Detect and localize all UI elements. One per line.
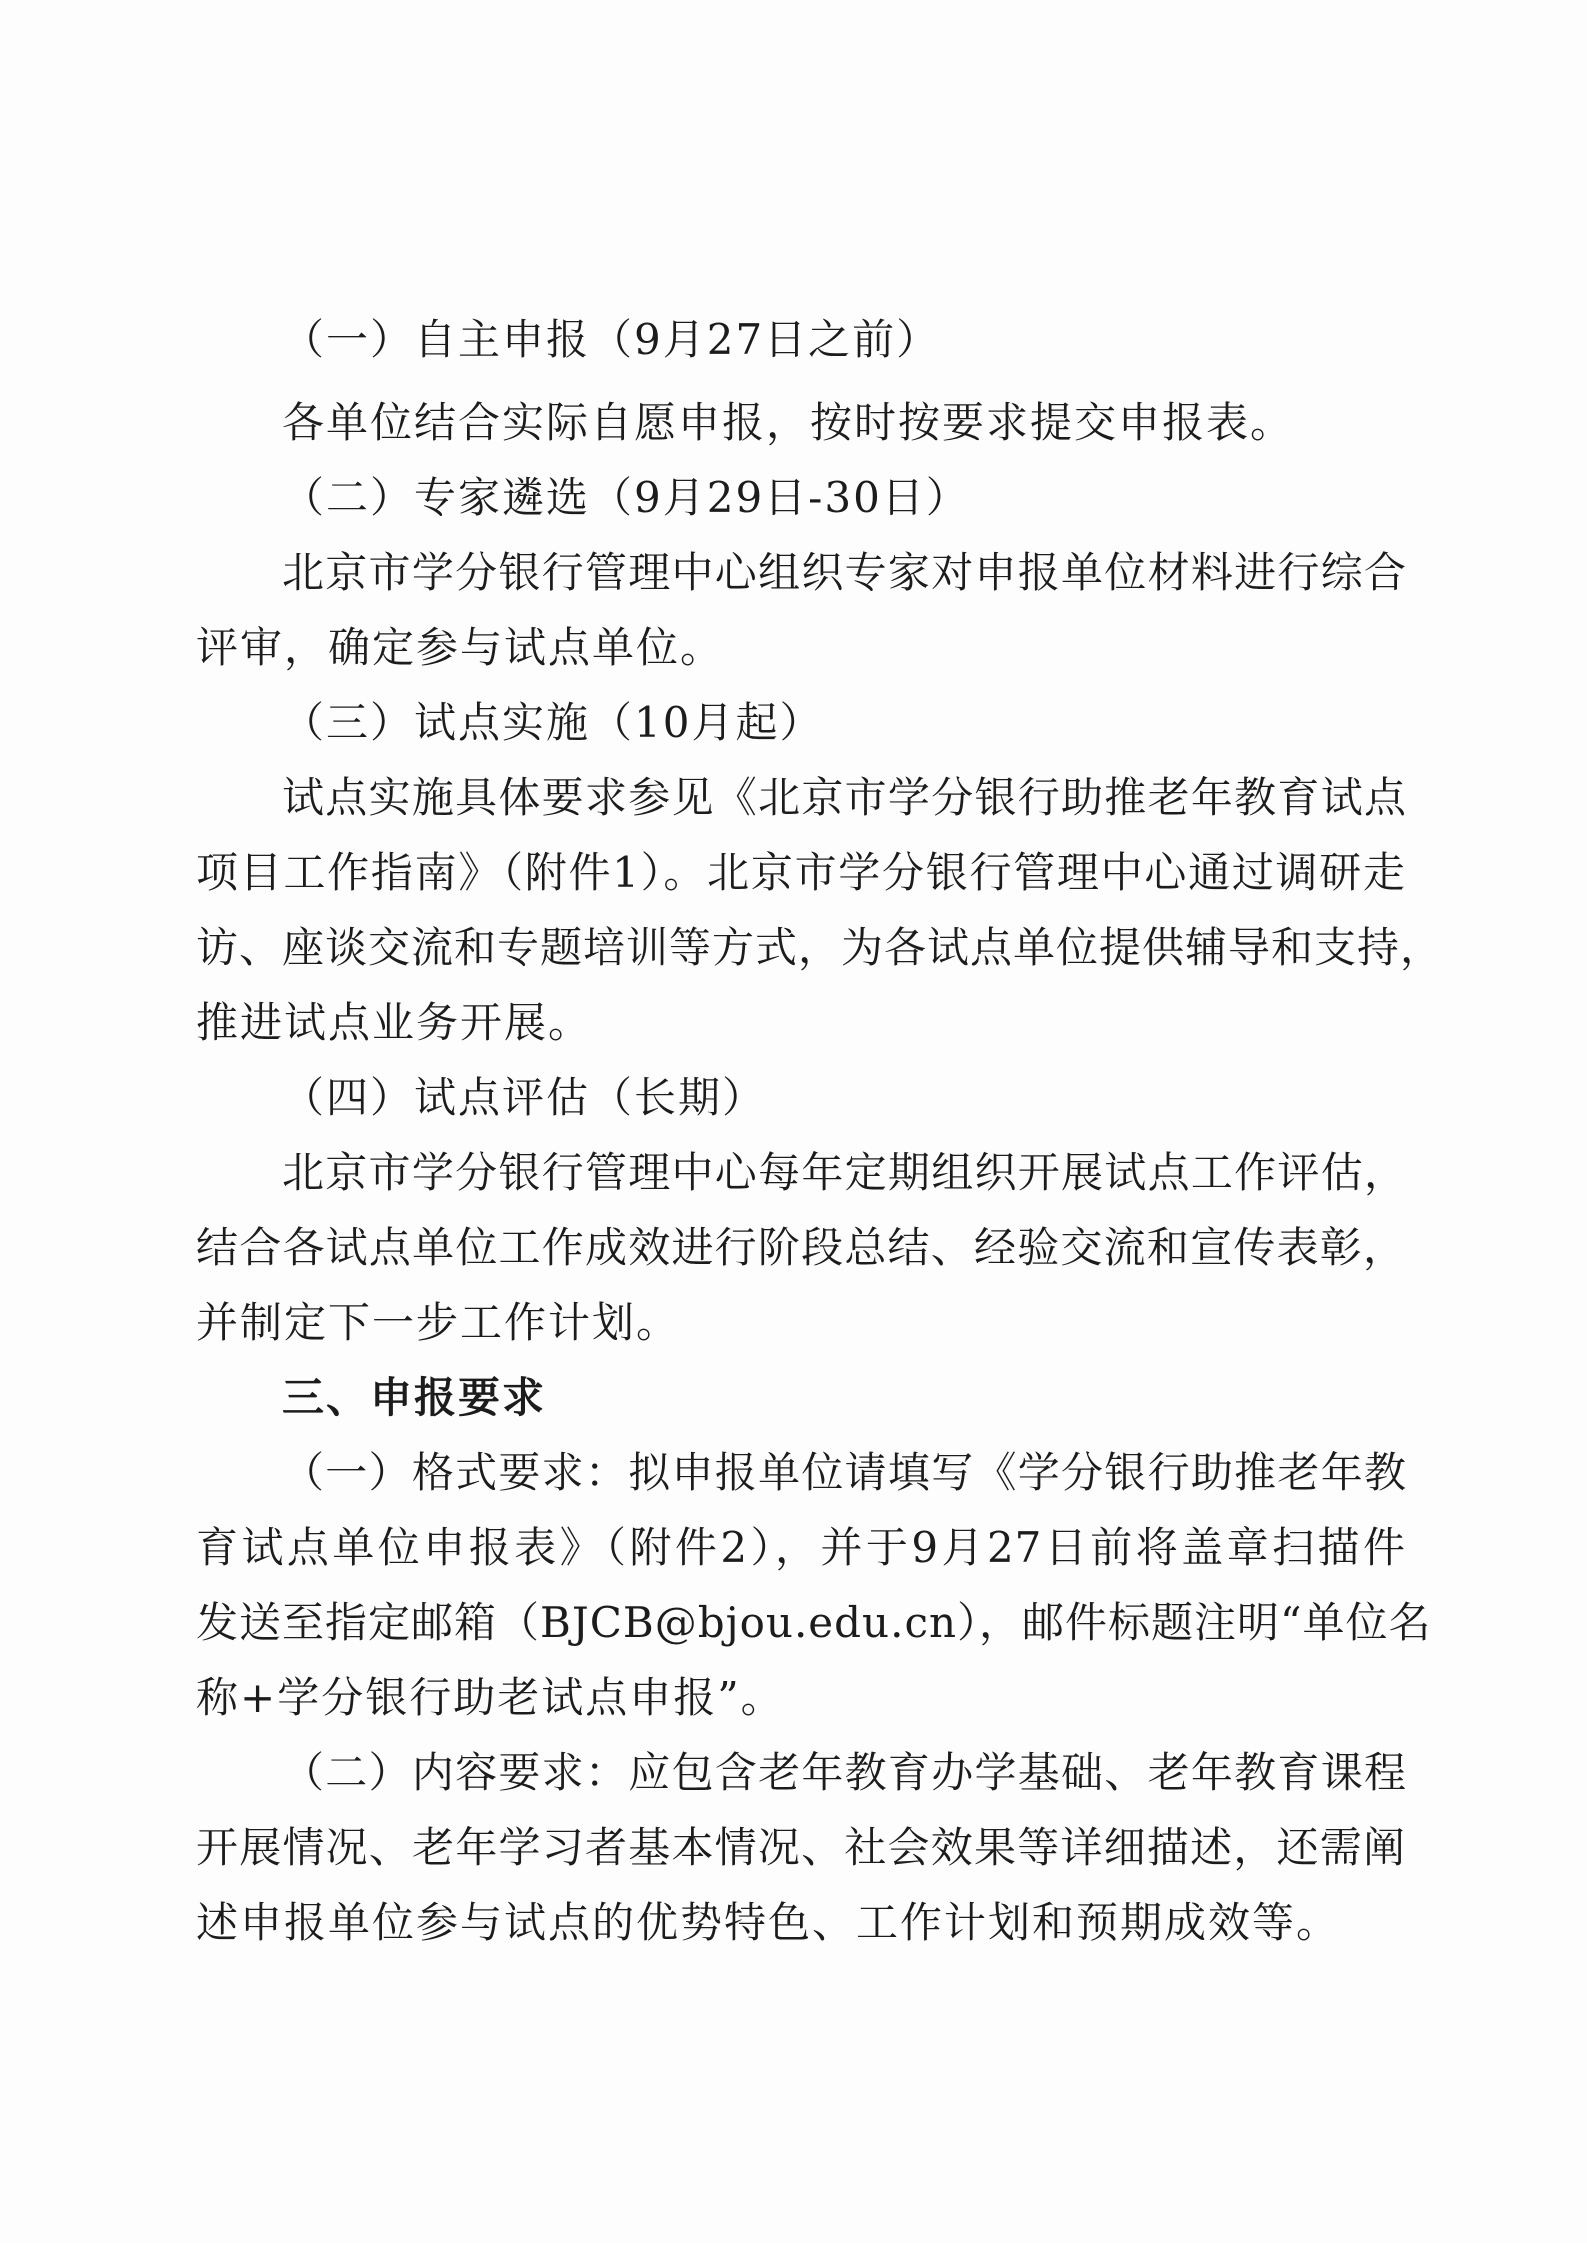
paragraph-line: 北京市学分银行管理中心组织专家对申报单位材料进行综合: [282, 548, 1407, 597]
paragraph-line: 育试点单位申报表》（附件2），并于9月27日前将盖章扫描件: [196, 1523, 1406, 1572]
subheading-self-application: （一）自主申报（9月27日之前）: [282, 315, 941, 364]
paragraph-line: 项目工作指南》（附件1）。北京市学分银行管理中心通过调研走: [196, 848, 1406, 897]
paragraph-line: 述申报单位参与试点的优势特色、工作计划和预期成效等。: [196, 1898, 1341, 1947]
paragraph-line: 发送至指定邮箱（BJCB@bjou.edu.cn），邮件标题注明“单位名: [196, 1598, 1432, 1647]
paragraph-line: 试点实施具体要求参见《北京市学分银行助推老年教育试点: [282, 773, 1407, 822]
paragraph-line: 开展情况、老年学习者基本情况、社会效果等详细描述，还需阐: [196, 1823, 1406, 1872]
paragraph-line: 评审，确定参与试点单位。: [196, 623, 725, 672]
subheading-expert-selection: （二）专家遴选（9月29日-30日）: [282, 473, 970, 522]
section-heading-application-requirements: 三、申报要求: [282, 1373, 547, 1422]
paragraph-line: 称+学分银行助老试点申报”。: [196, 1673, 785, 1722]
paragraph-line: 访、座谈交流和专题培训等方式，为各试点单位提供辅导和支持，: [196, 923, 1444, 972]
paragraph-line: （二）内容要求：应包含老年教育办学基础、老年教育课程: [282, 1748, 1407, 1797]
paragraph-line: （一）格式要求：拟申报单位请填写《学分银行助推老年教: [282, 1448, 1407, 1497]
paragraph-line: 并制定下一步工作计划。: [196, 1298, 681, 1347]
paragraph-line: 结合各试点单位工作成效进行阶段总结、经验交流和宣传表彰，: [196, 1223, 1406, 1272]
paragraph-line: 各单位结合实际自愿申报，按时按要求提交申报表。: [282, 398, 1295, 447]
paragraph-line: 北京市学分银行管理中心每年定期组织开展试点工作评估，: [282, 1148, 1407, 1197]
subheading-pilot-evaluation: （四）试点评估（长期）: [282, 1073, 767, 1122]
subheading-pilot-implementation: （三）试点实施（10月起）: [282, 698, 824, 747]
paragraph-line: 推进试点业务开展。: [196, 998, 593, 1047]
